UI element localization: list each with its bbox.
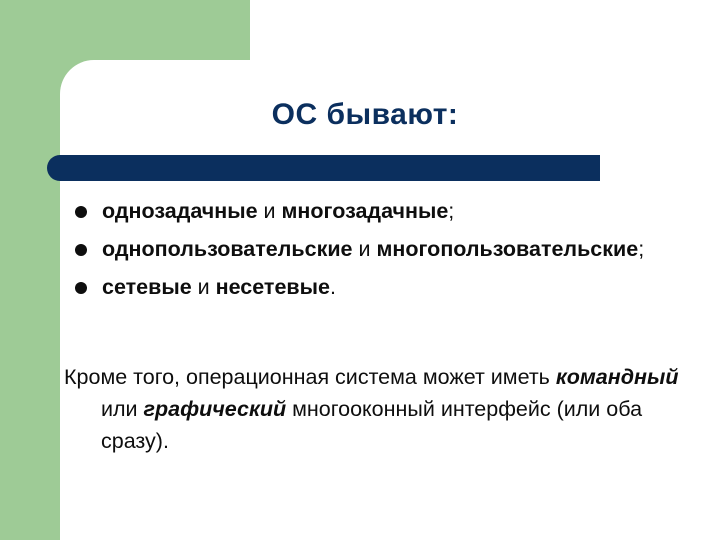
bullet-term-a: однопользовательские (102, 237, 353, 261)
bullet-joiner: и (257, 199, 282, 223)
bullet-term-b: многозадачные (281, 199, 449, 223)
bullet-joiner: и (352, 237, 377, 261)
paragraph-lead: Кроме того, операционная система может иметь (64, 365, 556, 389)
slide-title: ОС бывают: (271, 98, 459, 131)
paragraph-emphasis-command: командный (555, 365, 679, 389)
bullet-end: ; (448, 199, 455, 223)
bullet-joiner: и (191, 275, 216, 299)
bullet-dot-icon (75, 206, 87, 218)
bullet-term-b: несетевые (215, 275, 330, 299)
bullet-list (72, 196, 692, 310)
bullet-item (72, 272, 692, 303)
bullet-term-b: многопользовательские (376, 237, 639, 261)
bullet-item (72, 234, 692, 265)
bullet-dot-icon (75, 282, 87, 294)
body-paragraph (64, 361, 711, 457)
bullet-dot-icon (75, 244, 87, 256)
bullet-term-a: однозадачные (102, 199, 258, 223)
paragraph-emphasis-graphic: графический (143, 397, 287, 421)
paragraph-mid: или (101, 397, 144, 421)
bullet-term-a: сетевые (102, 275, 192, 299)
bullet-end: ; (638, 237, 645, 261)
bullet-item (72, 196, 692, 227)
paragraph-tail: многооконный интерфейс (или оба сразу). (101, 397, 643, 453)
bullet-end: . (329, 275, 336, 299)
title-rule (47, 155, 600, 181)
